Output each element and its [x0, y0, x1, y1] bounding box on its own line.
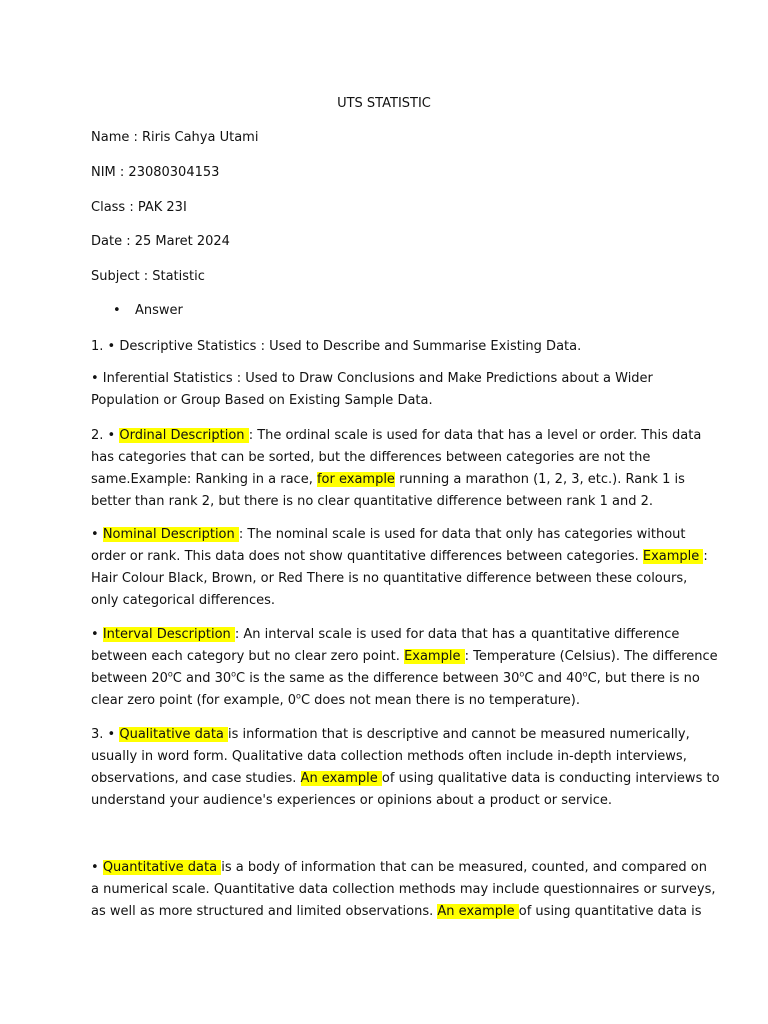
answer-2-ordinal [91, 425, 702, 513]
paragraph-line: • Nominal Description : The nominal scale is used for data that only has categories without [91, 527, 686, 542]
paragraph-line: understand your audience's experiences or opinions about a product or service. [91, 793, 612, 808]
paragraph-line: clear zero point (for example, 0$^o$C does not mean there is no temperature). [91, 691, 580, 708]
paragraph-line: between each category but no clear zero point. Example : Temperature (Celsius). The difference [91, 649, 718, 664]
answer-1-descriptive: 1. • Descriptive Statistics : Used to Describe and Summarise Existing Data. [91, 339, 582, 354]
highlight: Ordinal Description [119, 428, 249, 443]
bullet-icon: • [113, 303, 121, 318]
paragraph-line: order or rank. This data does not show quantitative differences between categories. Example : [91, 549, 708, 564]
answer-2-nominal [91, 524, 708, 612]
highlight: for example [316, 472, 395, 487]
paragraph-line: has categories that can be sorted, but the differences between categories are not the [91, 450, 651, 465]
student-nim: NIM : 23080304153 [91, 165, 220, 180]
paragraph-line: 3. • Qualitative data is information that is descriptive and cannot be measured numerically, [91, 727, 690, 742]
answer-3-qualitative [91, 724, 720, 812]
paragraph-line: same.Example: Ranking in a race, for example running a marathon (1, 2, 3, etc.). Rank 1 is [91, 472, 685, 487]
answer-2-interval [91, 624, 718, 712]
highlight: Nominal Description [102, 527, 239, 542]
paragraph-line: better than rank 2, but there is no clear quantitative difference between rank 1 and 2. [91, 494, 653, 509]
paragraph-line: 2. • Ordinal Description : The ordinal scale is used for data that has a level or order. This data [91, 428, 702, 443]
document-title: UTS STATISTIC [337, 96, 431, 111]
paragraph-line: between 20$^o$C and 30$^o$C is the same as the difference between 30$^o$C and 40$^o$C, but there is no [91, 669, 700, 686]
paragraph-line: • Quantitative data is a body of information that can be measured, counted, and compared on [91, 860, 707, 875]
highlight: An example [300, 771, 382, 786]
paragraph-line: • Interval Description : An interval scale is used for data that has a quantitative difference [91, 627, 680, 642]
exam-subject: Subject : Statistic [91, 269, 205, 284]
student-class: Class : PAK 23I [91, 200, 187, 215]
student-name: Name : Riris Cahya Utami [91, 130, 259, 145]
exam-date: Date : 25 Maret 2024 [91, 234, 230, 249]
paragraph-line: • Inferential Statistics : Used to Draw Conclusions and Make Predictions about a Wider [91, 371, 653, 386]
paragraph-line: as well as more structured and limited observations. An example of using quantitative data is [91, 904, 702, 919]
answer-1-inferential [91, 368, 691, 412]
answer-label: Answer [135, 303, 183, 318]
highlight: Qualitative data [119, 727, 229, 742]
paragraph-line: Population or Group Based on Existing Sample Data. [91, 393, 433, 408]
paragraph-line: only categorical differences. [91, 593, 276, 608]
highlight: Interval Description [102, 627, 235, 642]
answer-3-quantitative [91, 857, 716, 923]
highlight: Example [642, 549, 704, 564]
highlight: An example [437, 904, 519, 919]
paragraph-line: observations, and case studies. An example of using qualitative data is conducting interviews to [91, 771, 720, 786]
paragraph-line: Hair Colour Black, Brown, or Red There is no quantitative difference between these colours, [91, 571, 688, 586]
paragraph-line: a numerical scale. Quantitative data collection methods may include questionnaires or surveys, [91, 882, 716, 897]
paragraph-line: usually in word form. Qualitative data collection methods often include in-depth interviews, [91, 749, 687, 764]
highlight: Quantitative data [102, 860, 222, 875]
highlight: Example [404, 649, 465, 664]
